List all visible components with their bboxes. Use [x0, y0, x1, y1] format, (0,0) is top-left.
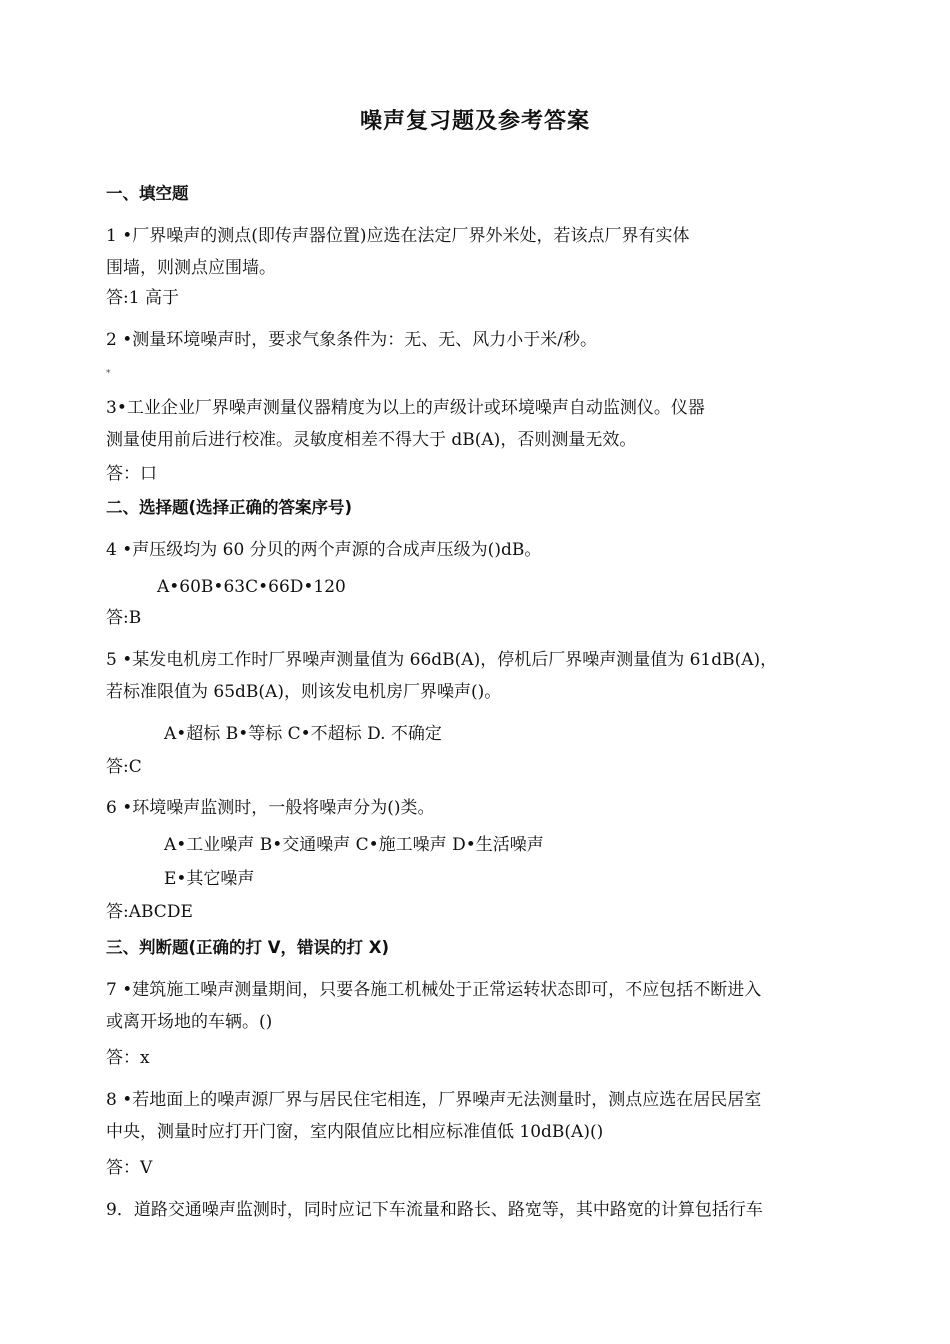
question-4: 4 •声压级均为 60 分贝的两个声源的合成声压级为()dB。 — [106, 540, 542, 560]
question-1-line-2: 围墙，则测点应围墙。 — [106, 258, 276, 278]
answer-8: 答：V — [106, 1158, 153, 1178]
question-7-line-1: 7 •建筑施工噪声测量期间，只要各施工机械处于正常运转状态即可，不应包括不断进入 — [106, 980, 762, 1000]
question-5-line-2: 若标准限值为 65dB(A)，则该发电机房厂界噪声()。 — [106, 682, 502, 702]
answer-6: 答:ABCDE — [106, 902, 193, 922]
section-heading-true-false: 三、判断题(正确的打 V，错误的打 X) — [106, 938, 390, 957]
question-7-line-2: 或离开场地的车辆。() — [106, 1012, 273, 1032]
document-title: 噪声复习题及参考答案 — [359, 109, 590, 134]
question-8-line-2: 中央，测量时应打开门窗，室内限值应比相应标准值低 10dB(A)() — [106, 1122, 604, 1142]
question-1-line-1: 1 •厂界噪声的测点(即传声器位置)应选在法定厂界外米处，若该点厂界有实体 — [106, 226, 690, 246]
question-3-line-2: 测量使用前后进行校准。灵敏度相差不得大于 dB(A)，否则测量无效。 — [106, 430, 637, 450]
answer-4: 答:B — [106, 608, 142, 628]
answer-1: 答:1 高于 — [106, 288, 179, 308]
stray-mark: * — [106, 369, 111, 379]
question-8-line-1: 8 •若地面上的噪声源厂界与居民住宅相连，厂界噪声无法测量时，测点应选在居民居室 — [106, 1090, 762, 1110]
answer-5: 答:C — [106, 757, 142, 777]
section-heading-multiple-choice: 二、选择题(选择正确的答案序号) — [106, 498, 353, 517]
question-2: 2 •测量环境噪声时，要求气象条件为：无、无、风力小于米/秒。 — [106, 330, 597, 350]
section-heading-fill-in: 一、填空题 — [106, 184, 189, 203]
question-9-line-1: 9．道路交通噪声监测时，同时应记下车流量和路长、路宽等，其中路宽的计算包括行车 — [106, 1200, 763, 1220]
answer-7: 答：x — [106, 1048, 150, 1068]
question-5-options: A•超标 B•等标 C•不超标 D. 不确定 — [164, 724, 442, 744]
question-4-options: A•60B•63C•66D•120 — [157, 577, 346, 597]
answer-3: 答：口 — [106, 464, 157, 484]
question-6-options-line-2: E•其它噪声 — [164, 869, 255, 889]
question-5-line-1: 5 •某发电机房工作时厂界噪声测量值为 66dB(A)，停机后厂界噪声测量值为 61dB(A)， — [106, 650, 778, 670]
question-6-options-line-1: A•工业噪声 B•交通噪声 C•施工噪声 D•生活噪声 — [164, 835, 544, 855]
question-6: 6 •环境噪声监测时，一般将噪声分为()类。 — [106, 798, 435, 818]
question-3-line-1: 3•工业企业厂界噪声测量仪器精度为以上的声级计或环境噪声自动监测仪。仪器 — [106, 398, 705, 418]
